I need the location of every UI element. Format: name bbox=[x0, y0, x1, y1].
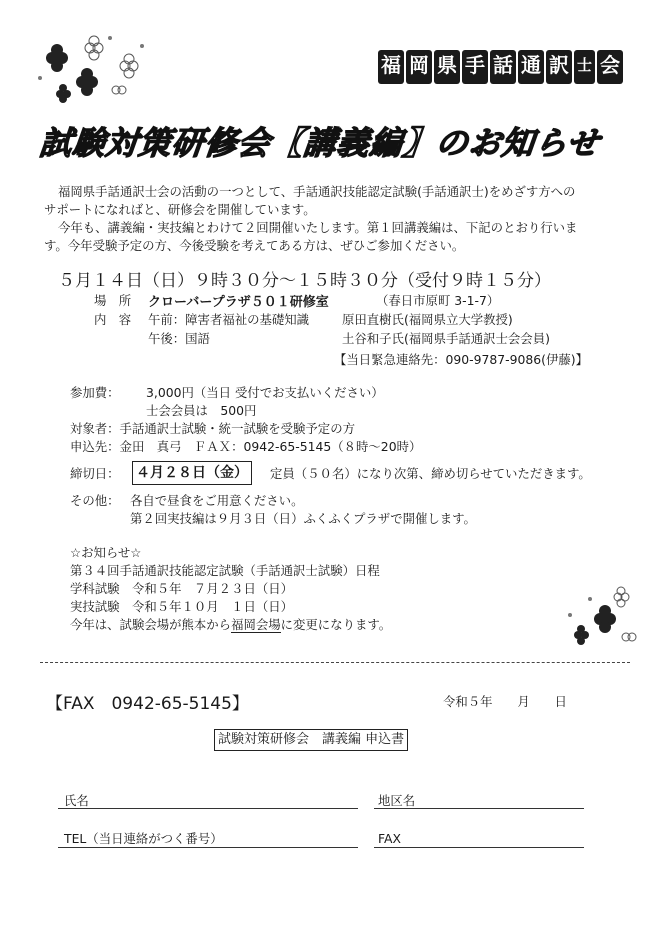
am-lecturer: 原田直樹氏(福岡県立大学教授) bbox=[342, 312, 513, 327]
pm-lecturer: 土谷和子氏(福岡県手話通訳士会会員) bbox=[342, 331, 550, 346]
fax-header: 【FAX 0942-65-5145】 bbox=[46, 694, 249, 714]
intro-line: サポートになればと、研修会を開催しています。 bbox=[44, 202, 316, 217]
target-audience: 対象者：手話通訳士試験・統一試験を受験予定の方 bbox=[70, 421, 355, 436]
pm-session: 午後：国語 bbox=[148, 331, 210, 346]
other-label: その他： bbox=[70, 493, 120, 508]
fax-field-label: FAX bbox=[378, 831, 401, 846]
application-contact: 申込先：金田 真弓 ＦＡＸ：0942-65-5145（８時～20時） bbox=[70, 439, 422, 454]
area-field-label: 地区名 bbox=[378, 793, 416, 808]
other-note: 各自で昼食をご用意ください。 bbox=[130, 493, 304, 508]
name-field[interactable] bbox=[58, 808, 358, 809]
tel-field-label: TEL（当日連絡がつく番号） bbox=[64, 831, 223, 846]
am-session: 午前：障害者福祉の基礎知識 bbox=[148, 312, 310, 327]
intro-line: 福岡県手話通訳士会の活動の一つとして、手話通訳技能認定試験(手話通訳士)をめざす方への bbox=[58, 184, 576, 199]
flower-decoration-bottom bbox=[560, 585, 640, 650]
tel-field[interactable] bbox=[58, 847, 358, 848]
intro-line: 今年も、講義編・実技編とわけて２回開催いたします。第１回講義編は、下記のとおり行いま bbox=[58, 220, 578, 235]
emergency-contact: 【当日緊急連絡先：090-9787-9086(伊藤)】 bbox=[334, 352, 589, 367]
org-char: 士 bbox=[574, 50, 595, 84]
venue-highlight: 福岡会場 bbox=[231, 617, 281, 632]
form-title: 試験対策研修会 講義編 申込書 bbox=[214, 729, 408, 751]
name-field-label: 氏名 bbox=[64, 793, 89, 808]
intro-line: す。今年受験予定の方、今後受験を考えてある方は、ぜひご参加ください。 bbox=[44, 238, 465, 253]
place-label: 場 所 bbox=[94, 293, 132, 308]
other-note: 第２回実技編は９月３日（日）ふくふくプラザで開催します。 bbox=[130, 511, 476, 526]
place-address: （春日市原町 3-1-7） bbox=[376, 293, 500, 308]
org-char: 会 bbox=[597, 50, 623, 84]
org-char: 通 bbox=[518, 50, 544, 84]
notice-heading: ☆お知らせ☆ bbox=[70, 545, 142, 560]
notice-line: 今年は、試験会場が熊本から福岡会場に変更になります。 bbox=[70, 617, 392, 632]
org-char: 訳 bbox=[546, 50, 572, 84]
place-name: クローバープラザ５０１研修室 bbox=[148, 295, 329, 310]
org-char: 手 bbox=[462, 50, 488, 84]
fee-member: 士会会員は 500円 bbox=[146, 403, 257, 418]
deadline-date: ４月２８日（金） bbox=[132, 461, 252, 485]
notice-line: 第３４回手話通訳技能認定試験（手話通訳士試験）日程 bbox=[70, 563, 380, 578]
content-label: 内 容 bbox=[94, 312, 132, 327]
org-char: 県 bbox=[434, 50, 460, 84]
page-title: 試験対策研修会【講義編】のお知らせ bbox=[37, 124, 602, 162]
deadline-label: 締切日： bbox=[70, 466, 120, 481]
deadline-note: 定員（５０名）になり次第、締め切らせていただきます。 bbox=[270, 466, 591, 481]
org-char: 話 bbox=[490, 50, 516, 84]
notice-line: 学科試験 令和５年 ７月２３日（日） bbox=[70, 581, 294, 596]
fee-general: 3,000円（当日 受付でお支払いください） bbox=[146, 385, 384, 400]
org-char: 福 bbox=[378, 50, 404, 84]
flower-decoration-top bbox=[30, 28, 150, 106]
fee-label: 参加費： bbox=[70, 385, 120, 400]
area-field[interactable] bbox=[374, 808, 584, 809]
cut-line bbox=[40, 662, 630, 663]
notice-line: 実技試験 令和５年１０月 １日（日） bbox=[70, 599, 294, 614]
org-char: 岡 bbox=[406, 50, 432, 84]
fax-field[interactable] bbox=[374, 847, 584, 848]
event-date: ５月１４日（日）９時３０分～１５時３０分（受付９時１５分） bbox=[58, 271, 551, 291]
organization-badge bbox=[378, 50, 623, 84]
date-fill: 令和５年 月 日 bbox=[443, 694, 567, 709]
